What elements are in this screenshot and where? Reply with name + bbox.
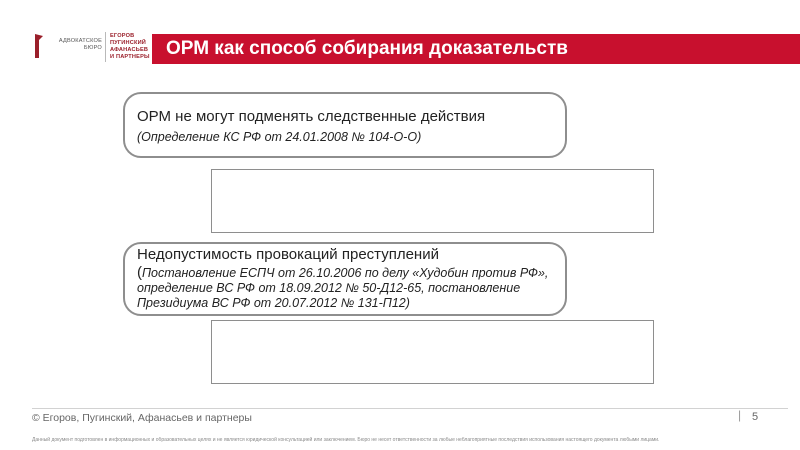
page-title: ОРМ как способ собирания доказательств	[166, 38, 568, 59]
logo-right-line: ЕГОРОВ	[110, 33, 135, 39]
empty-placeholder-box	[211, 320, 654, 384]
footer-disclaimer: Данный документ подготовлен в информационных и образовательных целях и не является юридической консультацией или заключением. Бюро не несет ответственности за любые неблагоприятные последствия использования настоящего документа любыми лицами.	[32, 437, 660, 443]
logo-divider	[105, 32, 106, 62]
company-logo	[32, 30, 160, 66]
box-heading: ОРМ не могут подменять следственные действия	[137, 108, 486, 125]
box-reference: (Определение КС РФ от 24.01.2008 № 104-О-О)	[137, 130, 422, 144]
logo-right-line: АФАНАСЬЕВ	[110, 47, 149, 53]
footer-separator: |	[738, 408, 742, 422]
footer-copyright: © Егоров, Пугинский, Афанасьев и партнеры	[32, 412, 252, 424]
logo-right-line: И ПАРТНЕРЫ	[110, 54, 150, 60]
empty-placeholder-box	[211, 169, 654, 233]
info-box-orm	[123, 92, 567, 158]
box-heading: Недопустимость провокаций преступлений	[137, 246, 439, 263]
page-number: 5	[752, 411, 759, 423]
logo-left-line: БЮРО	[83, 45, 102, 51]
footer-divider	[32, 408, 788, 409]
reference-paren: (	[137, 264, 142, 281]
logo-left-line: АДВОКАТСКОЕ	[58, 38, 102, 44]
logo-mark-icon	[32, 32, 46, 60]
info-box-provocation	[123, 242, 567, 316]
logo-right-line: ПУГИНСКИЙ	[110, 40, 147, 46]
logo-left-text	[54, 38, 102, 52]
box-reference	[137, 265, 567, 311]
reference-text: Постановление ЕСПЧ от 26.10.2006 по делу «Худобин против РФ», определение ВС РФ от 18.09.2012 № 50-Д12-65, постановление Президиума ВС РФ от 20.07.2012 № 131-П12)	[137, 266, 549, 310]
title-bar	[152, 34, 800, 64]
